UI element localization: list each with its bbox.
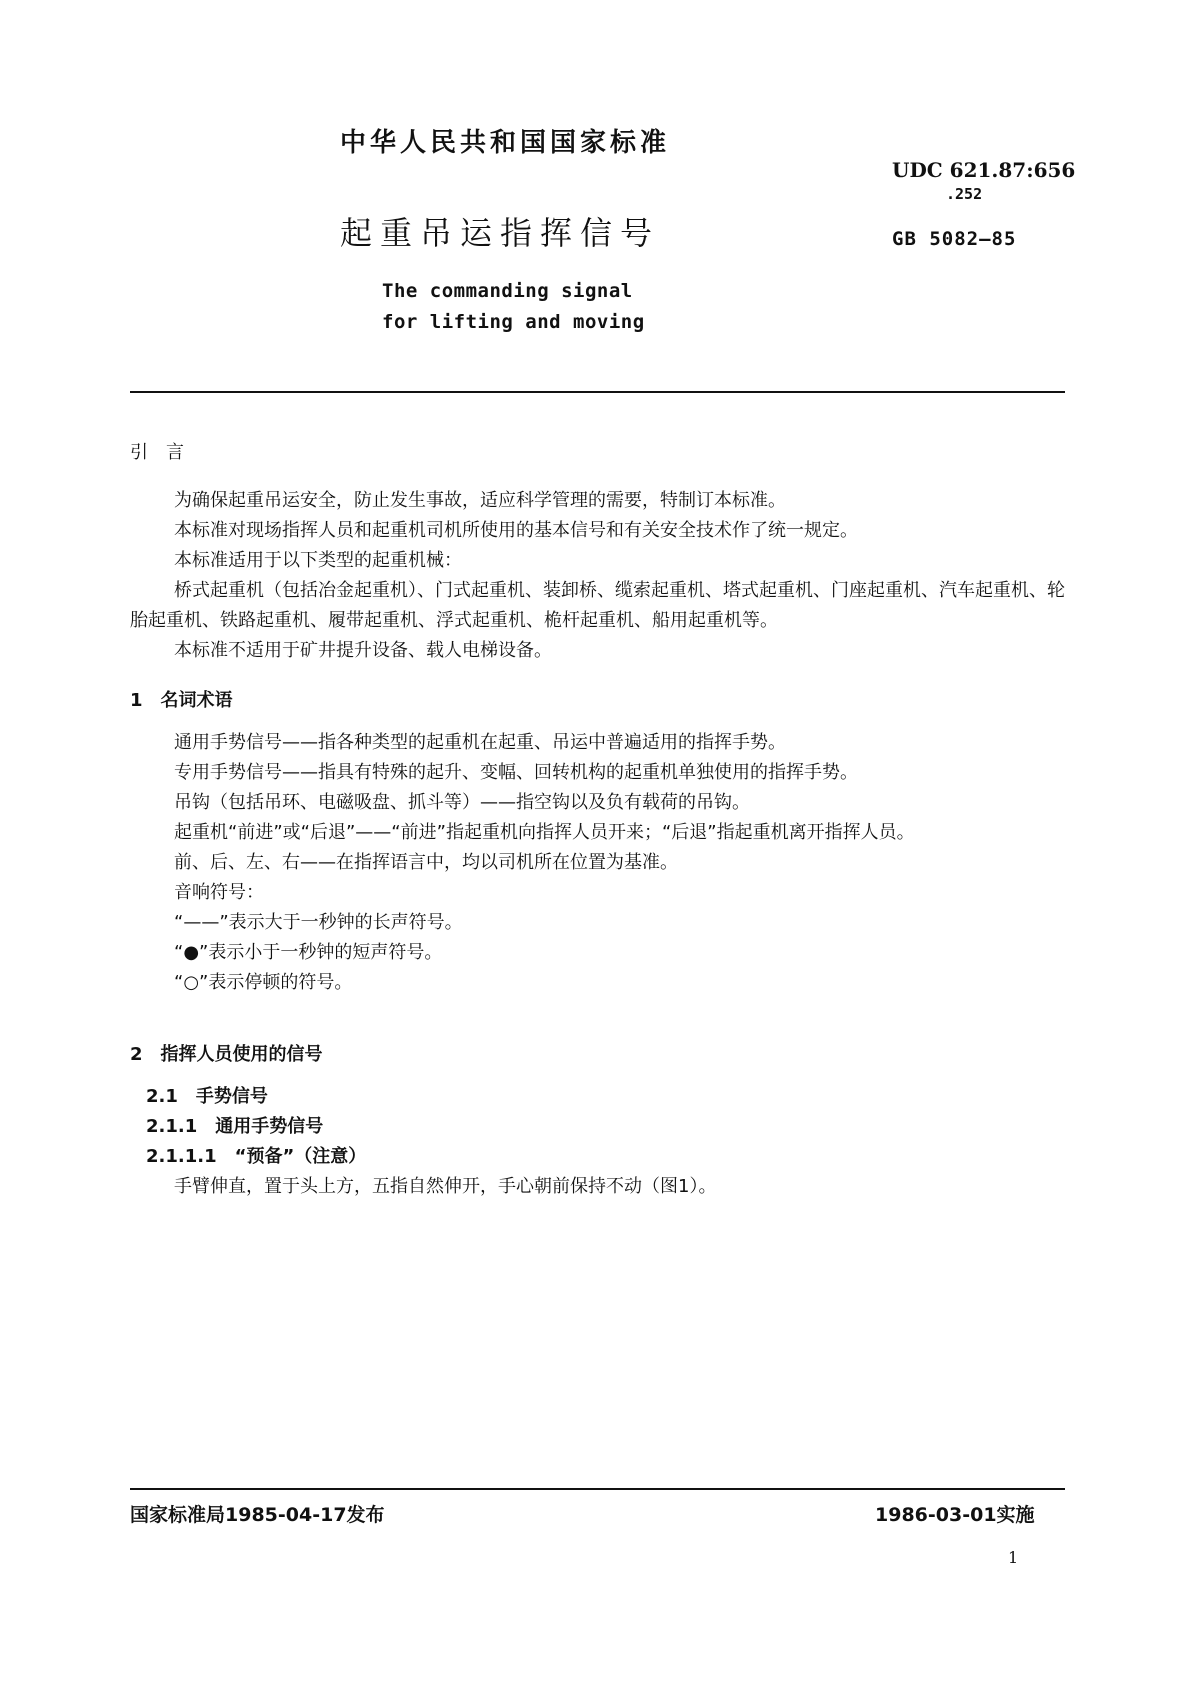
intro-section xyxy=(130,438,1070,666)
term-definition: 专用手势信号——指具有特殊的起升、变幅、回转机构的起重机单独使用的指挥手势。 xyxy=(174,762,858,783)
effective-date: 1986-03-01实施 xyxy=(875,1504,1035,1526)
term-definition: 吊钩（包括吊环、电磁吸盘、抓斗等）——指空钩以及负有载荷的吊钩。 xyxy=(174,792,750,813)
issuing-country: 中华人民共和国国家标准 xyxy=(340,128,671,158)
subsection-heading: 2.1 手势信号 xyxy=(146,1086,268,1107)
crane-type-list: 桥式起重机（包括冶金起重机）、门式起重机、装卸桥、缆索起重机、塔式起重机、门座起重机、汽车起重机、轮胎起重机、铁路起重机、履带起重机、浮式起重机、桅杆起重机、船用起重机等。 xyxy=(130,580,1065,631)
sound-symbol-pause: “○”表示停顿的符号。 xyxy=(174,972,353,993)
intro-paragraph: 本标准不适用于矿井提升设备、载人电梯设备。 xyxy=(174,640,552,661)
intro-heading: 引 言 xyxy=(130,442,184,463)
section-terms xyxy=(130,686,1070,998)
intro-paragraph: 为确保起重吊运安全，防止发生事故，适应科学管理的需要，特制订本标准。 xyxy=(174,490,786,511)
intro-paragraph: 本标准适用于以下类型的起重机械： xyxy=(174,550,462,571)
term-definition: 前、后、左、右——在指挥语言中，均以司机所在位置为基准。 xyxy=(174,852,678,873)
page-number: 1 xyxy=(1008,1548,1019,1567)
section-heading: 2 指挥人员使用的信号 xyxy=(130,1044,323,1065)
issue-date: 国家标准局1985-04-17发布 xyxy=(130,1504,385,1526)
sound-symbol-long: “——”表示大于一秒钟的长声符号。 xyxy=(174,912,463,933)
subsection-heading: 2.1.1 通用手势信号 xyxy=(146,1116,324,1137)
standard-title-en xyxy=(382,276,645,338)
standard-title-cn: 起重吊运指挥信号 xyxy=(340,214,661,252)
title-en-line2: for lifting and moving xyxy=(382,311,645,333)
signal-description: 手臂伸直，置于头上方，五指自然伸开，手心朝前保持不动（图1）。 xyxy=(174,1176,717,1197)
gb-number: GB 5082—85 xyxy=(892,228,1017,250)
footer-rule xyxy=(130,1488,1065,1490)
intro-paragraph: 本标准对现场指挥人员和起重机司机所使用的基本信号和有关安全技术作了统一规定。 xyxy=(174,520,858,541)
term-definition: 通用手势信号——指各种类型的起重机在起重、吊运中普遍适用的指挥手势。 xyxy=(174,732,786,753)
section-signals xyxy=(130,1040,1070,1202)
header-rule xyxy=(130,391,1065,393)
udc-code-line2: .252 xyxy=(946,185,983,203)
sound-symbol-short: “●”表示小于一秒钟的短声符号。 xyxy=(174,942,443,963)
term-definition: 起重机“前进”或“后退”——“前进”指起重机向指挥人员开来；“后退”指起重机离开指挥人员。 xyxy=(174,822,915,843)
udc-code: UDC 621.87:656 xyxy=(892,158,1076,182)
term-definition: 音响符号： xyxy=(174,882,264,903)
section-heading: 1 名词术语 xyxy=(130,690,233,711)
subsection-heading: 2.1.1.1 “预备”（注意） xyxy=(146,1146,367,1167)
title-en-line1: The commanding signal xyxy=(382,280,633,302)
